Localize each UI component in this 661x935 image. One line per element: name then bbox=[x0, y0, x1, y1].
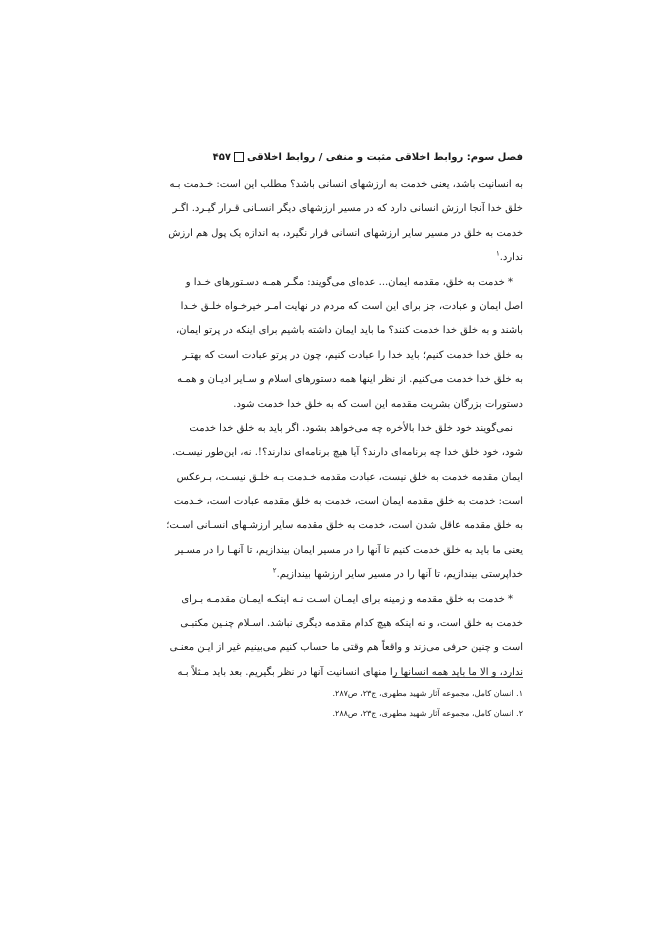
text-span: خداپرستی بیندازیم، تا آنها را در مسیر سایر ارزشها بیندازیم. bbox=[276, 569, 523, 581]
text-line: به خلق خدا خدمت می‌کنیم. از نظر اینها همه دستورهای اسلام و سـایر ادیـان و همـه bbox=[177, 374, 523, 386]
footnote-divider bbox=[393, 677, 523, 678]
square-bullet-icon bbox=[234, 152, 244, 162]
text-line: به انسانیت باشد، یعنی خدمت به ارزشهای انسانی باشد؟ مطلب این است: خـدمت بـه bbox=[169, 179, 523, 190]
text-line: باشند و به خلق خدا خدمت کنند؟ ما باید ایمان داشته باشیم برای اینکه در پرتو ایمان، bbox=[175, 325, 523, 337]
body-text bbox=[138, 173, 523, 685]
text-line: ایمان مقدمه خدمت به خلق نیست، عبادت مقدمه خـدمت بـه خلـق نیسـت، بـرعکس bbox=[176, 471, 523, 483]
page-number: ۴۵۷ bbox=[212, 151, 231, 163]
text-line: اصل ایمان و عبادت، جز برای این است که مردم در نهایت امـر خیرخـواه خلـق خـدا bbox=[180, 300, 523, 312]
text-line: نمی‌گویند خود خلق خدا بالأخره چه می‌خواهد بشود. اگر باید به خلق خدا خدمت bbox=[189, 422, 513, 434]
header-title-group bbox=[213, 152, 523, 163]
text-line: دستورات بزرگان بشریت مقدمه این است که به خلق خدا خدمت شود. bbox=[233, 398, 523, 410]
footnotes bbox=[138, 684, 523, 724]
text-line: خلق خدا آنجا ارزش انسانی دارد که در مسیر ارزشهای دیگر انسـانی قـرار گیـرد. اگـر bbox=[172, 203, 523, 215]
text-line: ندارد، و الا ما باید همه انسانها را منهای انسانیت آنها در نظر بگیریم. بعد باید مـثلاً بـه bbox=[177, 666, 523, 678]
text-line: خدمت به خلق در مسیر سایر ارزشهای انسانی قرار نگیرد، به اندازه یک پول هم ارزش bbox=[168, 227, 523, 239]
footnote: ۱. انسان کامل، مجموعه آثار شهید مطهری، ج۲۳، ص۲۸۷. bbox=[332, 689, 523, 698]
text-line: به خلق مقدمه عاقل شدن است، خدمت به خلق مقدمه سایر ارزشـهای انسـانی اسـت؛ bbox=[166, 520, 523, 532]
text-span: ندارد. bbox=[499, 252, 523, 264]
text-line bbox=[138, 563, 523, 587]
text-line: یعنی ما باید به خلق خدمت کنیم تا آنها را در مسیر ایمان بیندازیم، تا آنهـا را در مسـیر bbox=[175, 544, 523, 556]
text-line bbox=[138, 246, 523, 270]
footnote-marker: ۲ bbox=[272, 566, 277, 575]
running-header bbox=[138, 148, 523, 166]
text-line: * خدمت به خلق، مقدمه ایمان... عده‌ای می‌گویند: مگـر همـه دسـتورهای خـدا و bbox=[185, 276, 513, 288]
text-line: است و چنین حرفی می‌زند و واقعاً هم وقتی ما حساب کنیم می‌بینیم غیر از ایـن معنـی bbox=[169, 642, 523, 654]
footnote: ۲. انسان کامل، مجموعه آثار شهید مطهری، ج۲۳، ص۲۸۸. bbox=[332, 709, 523, 718]
text-line: * خدمت به خلق مقدمه و زمینه برای ایمـان اسـت نـه اینکـه ایمـان مقدمـه بـرای bbox=[181, 593, 513, 605]
header-title: فصل سوم: روابط اخلاقی مثبت و منفی / روابط اخلاقی bbox=[246, 151, 523, 163]
text-line: است: خدمت به خلق مقدمه ایمان است، خدمت به خلق مقدمه عبادت است، خـدمت bbox=[173, 496, 523, 508]
text-line: شود، خود خلق خدا چه برنامه‌ای دارند؟ آیا هیچ برنامه‌ای ندارند؟!. نه، این‌طور نیسـت. bbox=[172, 447, 523, 459]
text-line: خدمت به خلق است، و نه اینکه هیچ کدام مقدمه دیگری نباشد. اسـلام چنـین مکتبـی bbox=[180, 618, 523, 630]
footnote-marker: ۱ bbox=[495, 249, 500, 258]
text-line: به خلق خدا خدمت کنیم؛ باید خدا را عبادت کنیم، چون در پرتو عبادت است که بهتـر bbox=[182, 349, 523, 361]
